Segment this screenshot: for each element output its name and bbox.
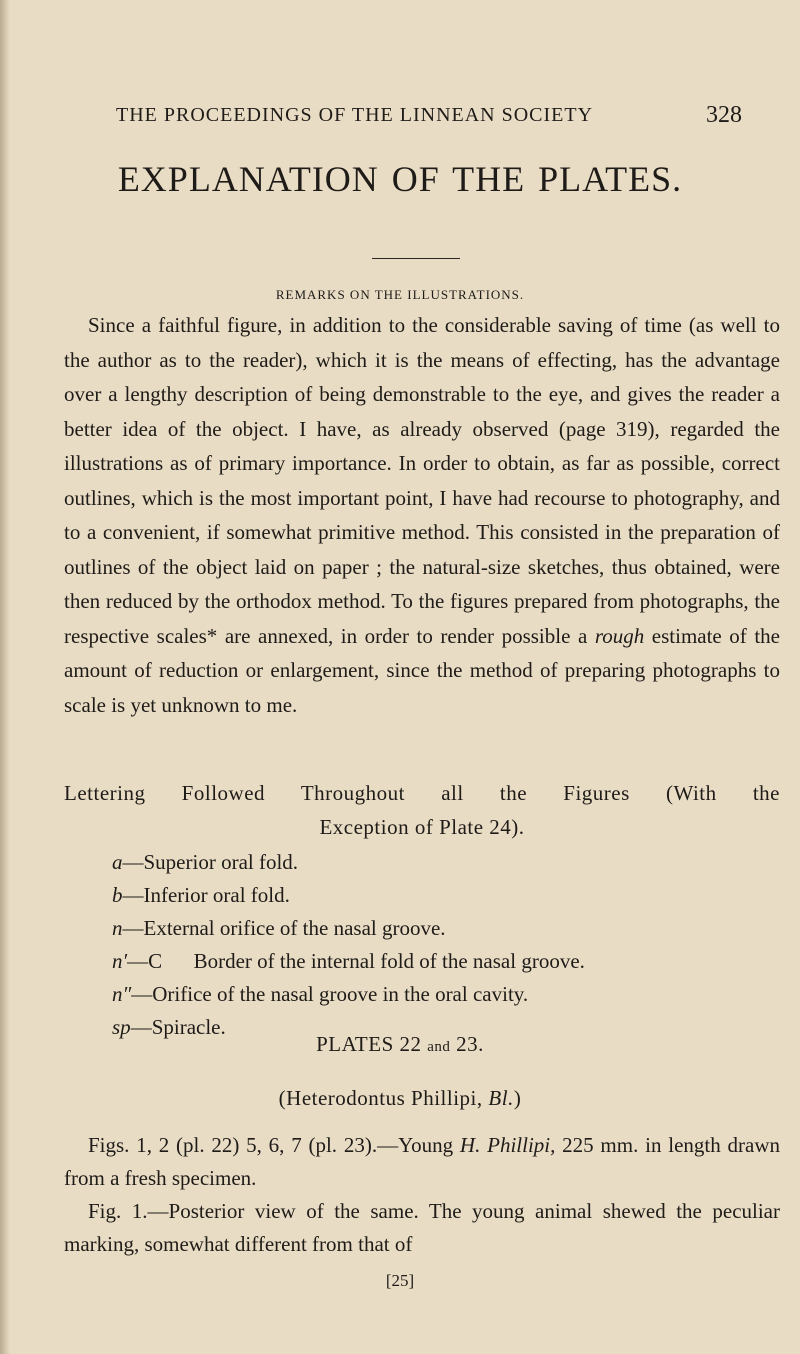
legend-symbol: n	[112, 916, 123, 940]
lettering-heading-line1: Lettering Followed Throughout all the Figures (With the	[64, 781, 780, 805]
legend-text: —C Border of the internal fold of the nasal groove.	[127, 949, 585, 973]
legend-item	[112, 912, 792, 945]
page-number: 328	[706, 102, 742, 128]
plates-heading	[0, 1032, 800, 1057]
lettering-legend	[112, 846, 792, 1044]
section-subheading: REMARKS ON THE ILLUSTRATIONS.	[275, 287, 525, 302]
intro-paragraph	[64, 308, 780, 722]
plates-heading-and: and	[427, 1039, 451, 1055]
title-divider	[372, 258, 460, 259]
legend-text: —External orifice of the nasal groove.	[122, 916, 446, 940]
legend-item	[112, 945, 792, 978]
legend-text: —Orifice of the nasal groove in the oral cavity.	[131, 982, 529, 1006]
legend-symbol: n″	[112, 982, 132, 1006]
legend-symbol: sp	[112, 1015, 131, 1039]
legend-symbol: n′	[112, 949, 128, 973]
figs-text-b: 225 mm. in length drawn from a fresh specimen.	[64, 1133, 780, 1190]
signature-mark: [25]	[385, 1271, 415, 1290]
legend-item	[112, 846, 792, 879]
lettering-heading-line2: Exception of Plate 24).	[319, 815, 525, 839]
intro-text-part1: Since a faithful figure, in addition to the considerable saving of time (as well to the author as to the reader), which it is the means of effecting, has the advantage over a lengthy description of being demonstrable to the eye, and gives the reader a better idea of the object. I have, as already observed (page 319), regarded the illustrations as of primary importance. In order to obtain, as far as possible, correct outlines, which is the most important point, I have had recourse to photography, and to a convenient, if somewhat primitive method. This consisted in the preparation of outlines of the object laid on paper ; the natural-size sketches, thus obtained, were then reduced by the orthodox method. To the figures prepared from photographs, the respective scales* are annexed, in order to render possible a	[64, 313, 780, 648]
plates-heading-end: 23.	[450, 1032, 484, 1056]
legend-text: —Superior oral fold.	[122, 850, 299, 874]
figure-descriptions	[64, 1129, 780, 1261]
fig1-description: Fig. 1.—Posterior view of the same. The young animal shewed the peculiar marking, somewhat different from that of	[64, 1199, 780, 1256]
species-close: )	[513, 1086, 522, 1110]
running-title: THE PROCEEDINGS OF THE LINNEAN SOCIETY	[116, 104, 594, 126]
legend-symbol: a	[112, 850, 123, 874]
page-title: EXPLANATION OF THE PLATES.	[117, 159, 683, 199]
species-name: (Heterodontus Phillipi,	[278, 1086, 489, 1110]
lettering-heading	[64, 776, 780, 844]
legend-item	[112, 978, 792, 1011]
legend-item	[112, 879, 792, 912]
species-authority: Bl.	[488, 1086, 514, 1110]
legend-text: —Spiracle.	[130, 1015, 226, 1039]
legend-symbol: b	[112, 883, 123, 907]
page-gutter-shadow	[0, 0, 10, 1354]
legend-text: —Inferior oral fold.	[122, 883, 290, 907]
plates-heading-main: PLATES 22	[316, 1032, 428, 1056]
intro-text-part2: estimate of the amount of reduction or enlargement, since the method of preparing photographs to scale is yet unknown to me.	[64, 623, 780, 717]
figs-species-name: H. Phillipi,	[459, 1133, 556, 1157]
intro-italic-rough: rough	[594, 623, 645, 648]
figs-text-a: Figs. 1, 2 (pl. 22) 5, 6, 7 (pl. 23).—Young	[88, 1133, 460, 1157]
species-heading	[0, 1086, 800, 1111]
